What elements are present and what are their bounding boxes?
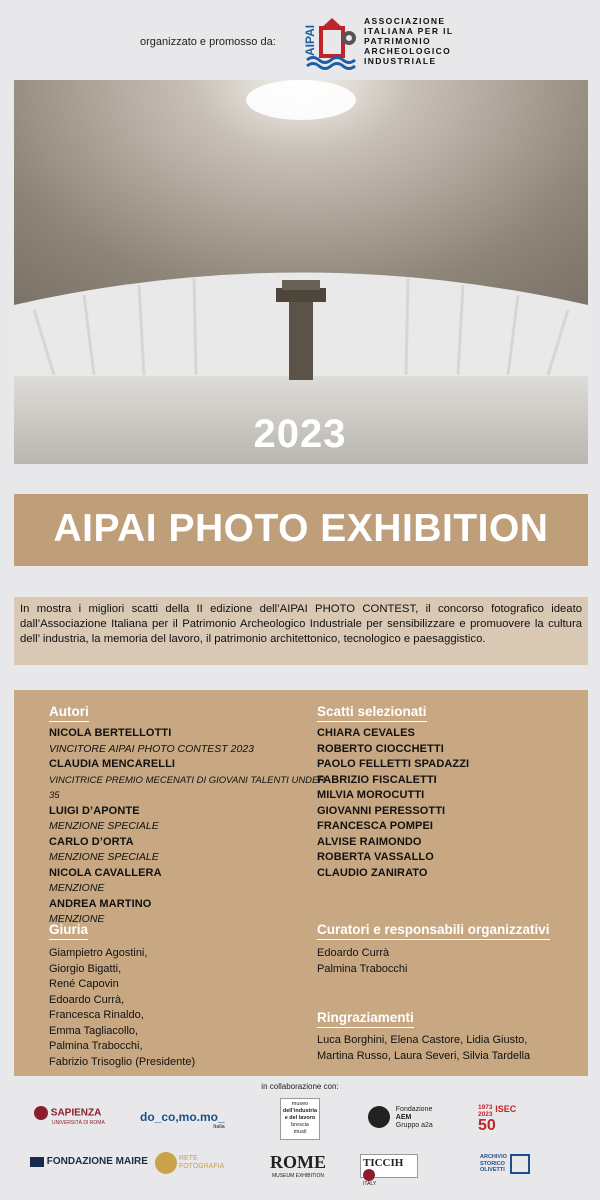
autori-title: Autori (49, 704, 89, 722)
header (0, 0, 600, 78)
association-line: ITALIANA PER IL (364, 26, 454, 36)
title-band (14, 494, 588, 566)
scatto-name: ROBERTA VASSALLO (317, 851, 434, 863)
autore-name: LUIGI D’APONTE (49, 804, 140, 817)
isec-logo (478, 1104, 516, 1134)
autore-name: NICOLA BERTELLOTTI (49, 727, 172, 739)
musil-line: dell’industria (282, 1108, 318, 1114)
docomomo-name: do_co,mo.mo_ (140, 1110, 225, 1124)
ringraziamenti-title: Ringraziamenti (317, 1010, 414, 1028)
autore-name: NICOLA CAVALLERA (49, 866, 162, 879)
musil-line: musil (293, 1129, 307, 1135)
docomomo-sub: Italia (213, 1124, 225, 1130)
autore-note: VINCITRICE PREMIO MECENATI DI GIOVANI TALENTI UNDER 35 (49, 774, 326, 801)
aipai-logo (305, 16, 359, 72)
rome-name: ROME (270, 1152, 326, 1172)
sapienza-seal-icon (34, 1106, 48, 1120)
curatore-name: Palmina Trabocchi (317, 962, 408, 975)
archivio-line: OLIVETTI (480, 1167, 505, 1173)
giuria-name: Edoardo Currà, (49, 993, 125, 1006)
curatori-list (317, 946, 577, 977)
musil-line: brescia (291, 1122, 309, 1128)
credits-panel (14, 690, 588, 1076)
sapienza-name: SAPIENZA (50, 1107, 102, 1119)
archivio-olivetti-logo (480, 1154, 530, 1174)
ticcih-globe-icon (363, 1169, 375, 1181)
ringraziamenti-line: Martina Russo, Laura Severi, Silvia Tardella (317, 1049, 531, 1062)
rete-mark-icon (155, 1152, 177, 1174)
isec-year: 1973 (478, 1104, 493, 1111)
giuria-name: Francesca Rinaldo, (49, 1009, 144, 1021)
isec-year: 2023 (478, 1111, 493, 1118)
sapienza-sub: UNIVERSITÀ DI ROMA (52, 1120, 105, 1126)
giuria-name: René Capovin (49, 978, 119, 990)
ticcih-logo (360, 1154, 418, 1187)
hero-photo (14, 80, 588, 464)
organizer-label: organizzato e promosso da: (140, 36, 276, 48)
aem-line: Gruppo a2a (395, 1122, 433, 1129)
archivio-line: ARCHIVIO (480, 1154, 507, 1160)
giuria-name: Fabrizio Trisoglio (Presidente) (49, 1055, 196, 1068)
scatto-name: MILVIA MOROCUTTI (317, 789, 425, 801)
isec-fifty: 50 (478, 1117, 496, 1134)
maire-logo (30, 1156, 148, 1167)
ringraziamenti-list (317, 1033, 582, 1064)
scatto-name: ROBERTO CIOCCHETTI (317, 742, 444, 755)
scatto-name: GIOVANNI PERESSOTTI (317, 804, 446, 817)
giuria-name: Palmina Trabocchi, (49, 1040, 143, 1052)
autore-note: MENZIONE (49, 882, 105, 894)
giuria-title: Giuria (49, 922, 88, 940)
scatto-name: CLAUDIO ZANIRATO (317, 866, 428, 879)
rete-fotografia-logo (155, 1152, 224, 1174)
musil-line: museo (291, 1101, 309, 1107)
scatto-name: PAOLO FELLETTI SPADAZZI (317, 758, 470, 770)
ticcih-sub: ITALY (363, 1181, 377, 1187)
scatti-title: Scatti selezionati (317, 704, 427, 722)
maire-name: FONDAZIONE MAIRE (46, 1156, 148, 1167)
autore-note: VINCITORE AIPAI PHOTO CONTEST 2023 (49, 742, 254, 755)
archivio-mark-icon (510, 1154, 530, 1174)
giuria-name: Emma Tagliacollo, (49, 1024, 139, 1037)
giuria-list (49, 946, 309, 1070)
scatto-name: CHIARA CEVALES (317, 727, 415, 739)
aem-logo (368, 1106, 433, 1130)
collaboration-label: in collaborazione con: (261, 1082, 339, 1091)
curatori-title: Curatori e responsabili organizzativi (317, 922, 550, 940)
autore-note: MENZIONE SPECIALE (49, 820, 159, 832)
docomomo-logo (140, 1110, 225, 1130)
sapienza-logo (34, 1106, 114, 1126)
rome-sub: MUSEUM EXHIBITION (272, 1173, 324, 1179)
rome-logo (270, 1152, 326, 1179)
ticcih-name: TICCIH (363, 1157, 404, 1169)
giuria-name: Giorgio Bigatti, (49, 962, 122, 975)
aipai-logo-letters: AIPAI (303, 24, 317, 56)
association-name (364, 16, 453, 66)
scatto-name: ALVISE RAIMONDO (317, 835, 422, 848)
association-line: ASSOCIAZIONE (364, 16, 446, 26)
association-line: ARCHEOLOGICO (364, 46, 452, 56)
autore-note: MENZIONE SPECIALE (49, 851, 159, 863)
curatore-name: Edoardo Currà (317, 947, 390, 959)
autori-list (49, 726, 329, 928)
association-line: PATRIMONIO (364, 36, 432, 46)
autore-name: CARLO D’ORTA (49, 835, 134, 848)
maire-mark-icon (30, 1157, 44, 1167)
giuria-name: Giampietro Agostini, (49, 947, 148, 959)
ringraziamenti-line: Luca Borghini, Elena Castore, Lidia Giusto, (317, 1034, 528, 1046)
rete-line: RETE (178, 1155, 198, 1162)
scatto-name: FRANCESCA POMPEI (317, 820, 434, 832)
aem-line: AEM (395, 1114, 412, 1121)
musil-logo (280, 1098, 320, 1140)
isec-name: ISEC (495, 1104, 517, 1114)
intro-text: In mostra i migliori scatti della II edizione dell’AIPAI PHOTO CONTEST, il concorso fotografico ideato dall’Associazione Italiana per il Patrimonio Archeologico Industriale per sensibilizzare e promuovere la cultura dell’ industria, la memoria del lavoro, il patrimonio architettonico, tecnologico e paesaggistico. (14, 597, 588, 665)
scatto-name: FABRIZIO FISCALETTI (317, 773, 437, 786)
autore-note: MENZIONE (49, 913, 105, 925)
scatti-list (317, 726, 577, 881)
aem-line: Fondazione (395, 1106, 433, 1113)
musil-line: e del lavoro (284, 1115, 316, 1121)
autore-name: ANDREA MARTINO (49, 897, 152, 910)
archivio-line: STORICO (480, 1160, 505, 1167)
aem-mountain-icon (368, 1106, 390, 1128)
rete-line: FOTOGRAFIA (178, 1163, 225, 1170)
exhibition-title: AIPAI PHOTO EXHIBITION (53, 507, 549, 550)
autore-name: CLAUDIA MENCARELLI (49, 758, 176, 770)
exhibition-year: 2023 (253, 412, 347, 456)
association-line: INDUSTRIALE (364, 56, 437, 66)
